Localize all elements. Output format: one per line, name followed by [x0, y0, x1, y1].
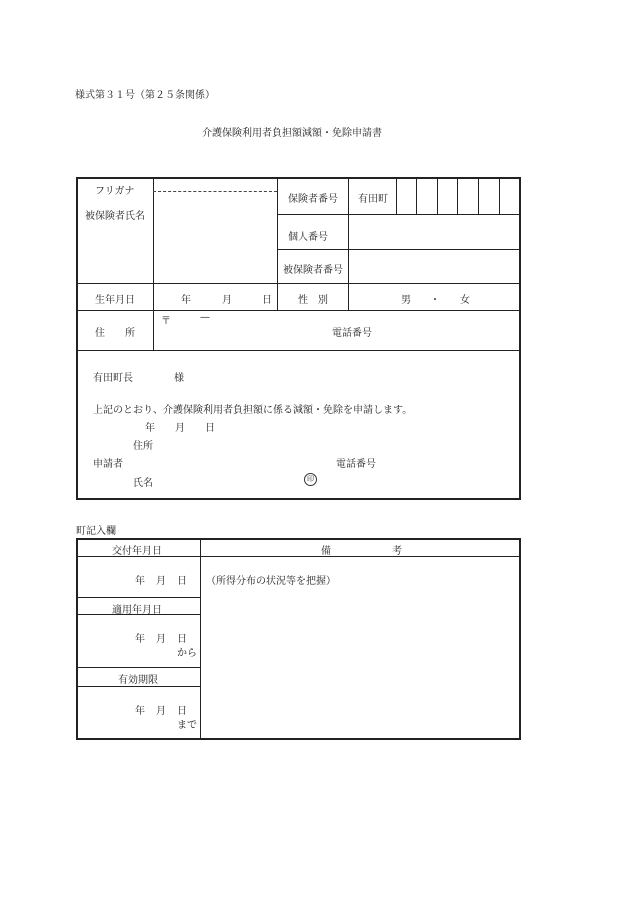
- issue-date-label: 交付年月日: [112, 546, 162, 557]
- remarks-label-2: 考: [392, 546, 402, 557]
- valid-until-label: 有効期限: [118, 675, 158, 686]
- request-month: 月: [175, 423, 185, 434]
- insured-number-field[interactable]: [350, 251, 518, 282]
- insured-name-field[interactable]: [155, 193, 275, 281]
- sex-separator: ・: [430, 295, 440, 306]
- address-field[interactable]: [155, 312, 519, 349]
- request-statement: 上記のとおり、介護保険利用者負担額に係る減額・免除を申請します。: [93, 405, 413, 416]
- seal-icon: 印: [304, 473, 317, 486]
- applicant-label: 申請者: [93, 459, 123, 470]
- birth-date-label: 生年月日: [95, 295, 135, 306]
- postal-mark: 〒: [161, 316, 171, 327]
- personal-number-field[interactable]: [350, 216, 518, 248]
- birth-year: 年: [181, 295, 191, 306]
- insured-name-label: 被保険者氏名: [85, 211, 145, 222]
- page-title: 介護保険利用者負担額減額・免除申請書: [202, 128, 382, 139]
- request-day: 日: [205, 423, 215, 434]
- applicant-name-label: 氏名: [133, 478, 153, 489]
- apply-year: 年: [135, 634, 145, 645]
- personal-number-label: 個人番号: [288, 232, 328, 243]
- furigana-field[interactable]: [155, 179, 275, 190]
- issue-day: 日: [177, 576, 187, 587]
- request-year: 年: [145, 423, 155, 434]
- birth-day: 日: [262, 295, 272, 306]
- valid-year: 年: [135, 706, 145, 717]
- addressee-honorific: 様: [174, 373, 184, 384]
- apply-from: から: [177, 648, 197, 659]
- office-section-heading: 町記入欄: [76, 526, 116, 537]
- issue-year: 年: [135, 576, 145, 587]
- apply-date-label: 適用年月日: [112, 605, 162, 616]
- sex-male[interactable]: 男: [401, 295, 411, 306]
- postal-dash: —: [200, 312, 210, 323]
- sex-female[interactable]: 女: [460, 295, 470, 306]
- sex-label: 性 別: [298, 295, 328, 306]
- form-number: 様式第３１号（第２５条関係）: [75, 90, 215, 101]
- remarks-label: 備: [321, 546, 331, 557]
- address-phone-label: 電話番号: [332, 328, 372, 339]
- insurer-number-label: 保険者番号: [288, 194, 338, 205]
- applicant-address-label: 住所: [133, 441, 153, 452]
- apply-day: 日: [177, 634, 187, 645]
- valid-month: 月: [156, 706, 166, 717]
- birth-month: 月: [222, 295, 232, 306]
- insurer-name: 有田町: [358, 194, 388, 205]
- applicant-phone-label: 電話番号: [336, 459, 376, 470]
- addressee: 有田町長: [93, 373, 133, 384]
- valid-day: 日: [177, 706, 187, 717]
- insurer-number-boxes[interactable]: [397, 179, 519, 213]
- apply-month: 月: [156, 634, 166, 645]
- issue-month: 月: [156, 576, 166, 587]
- remarks-field[interactable]: [202, 586, 518, 736]
- remarks-note: （所得分布の状況等を把握）: [206, 576, 336, 587]
- furigana-label: フリガナ: [95, 186, 135, 197]
- insured-number-label: 被保険者番号: [283, 265, 343, 276]
- valid-until: まで: [177, 720, 197, 731]
- address-label: 住 所: [95, 328, 135, 339]
